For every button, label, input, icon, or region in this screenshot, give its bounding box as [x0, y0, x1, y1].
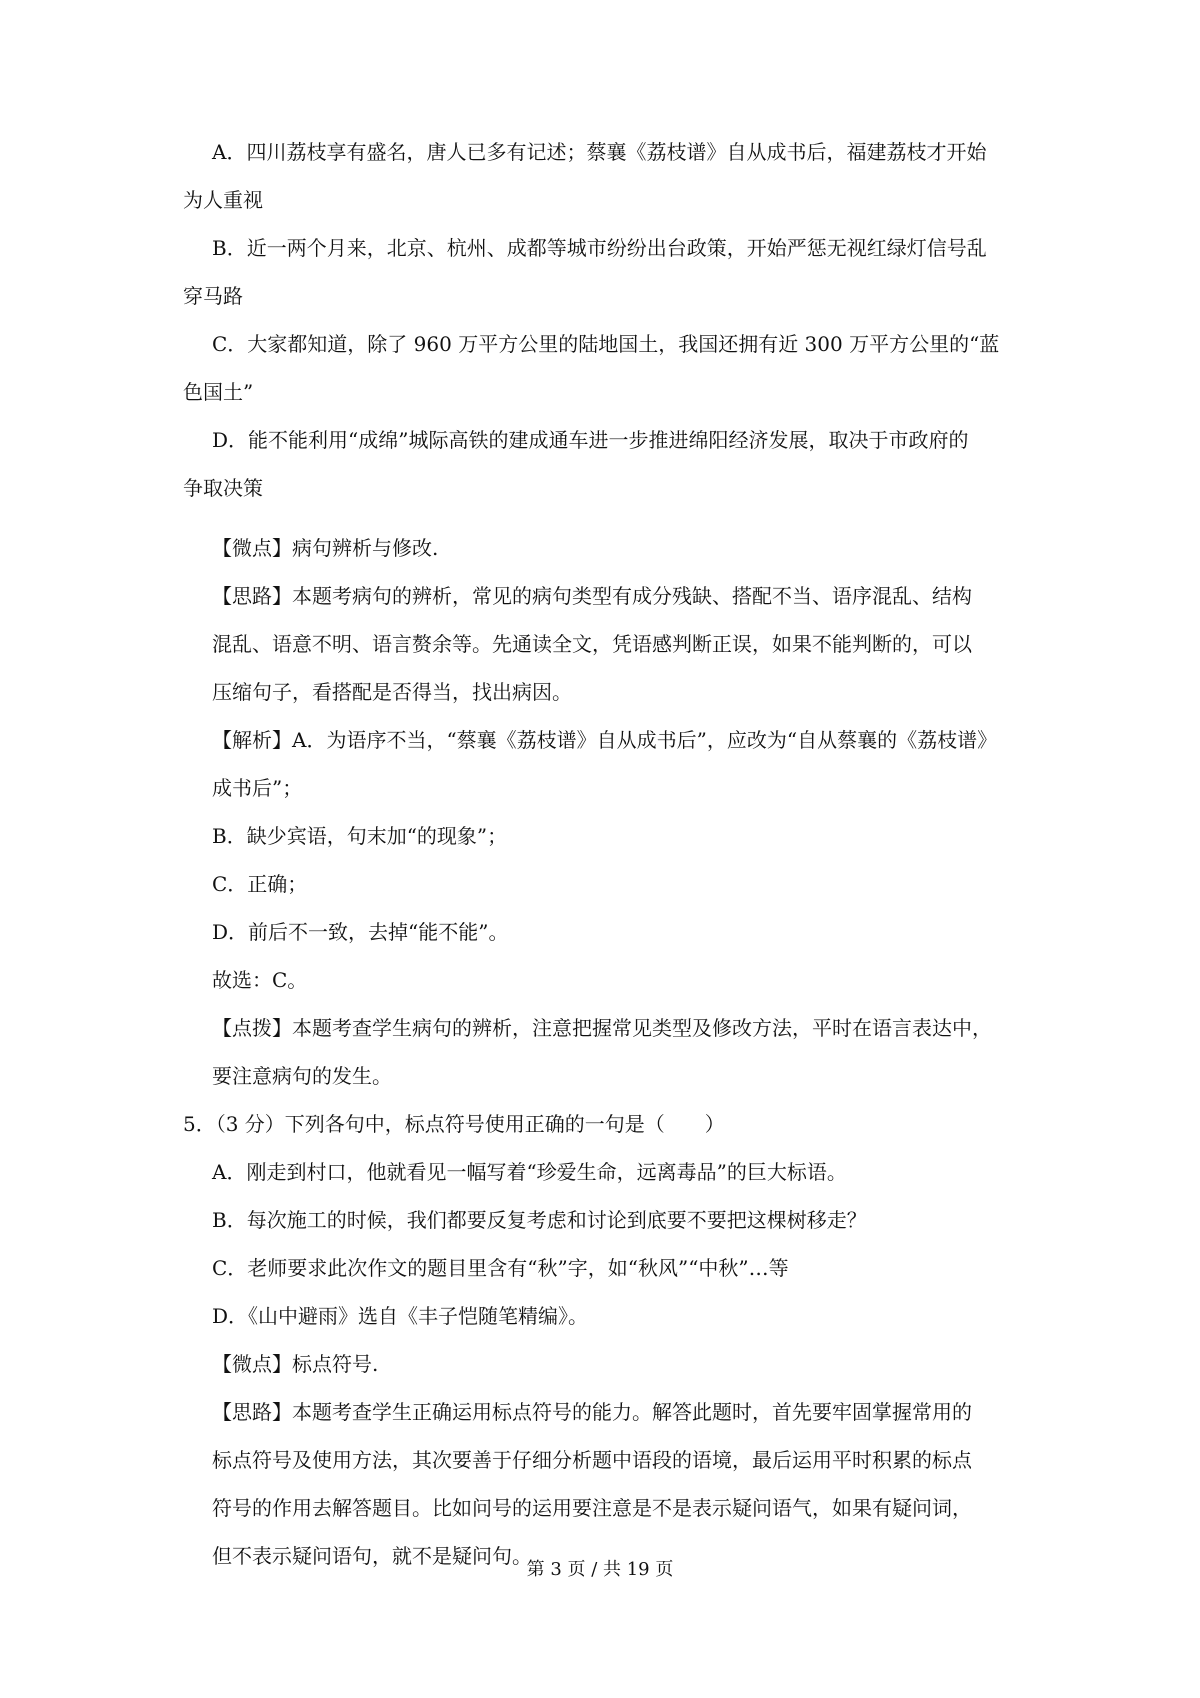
- page-footer: [0, 1558, 1200, 1582]
- q4-jiexi-line2: 成书后”；: [212, 776, 303, 800]
- q4-option-c-line2: 色国土”: [183, 380, 254, 404]
- q4-option-a-line1: A．四川荔枝享有盛名，唐人已多有记述；蔡襄《荔枝谱》自从成书后，福建荔枝才开始: [212, 140, 987, 164]
- q4-silu-line1: 【思路】本题考病句的辨析，常见的病句类型有成分残缺、搭配不当、语序混乱、结构: [212, 584, 972, 608]
- q5-silu-line2: 标点符号及使用方法，其次要善于仔细分析题中语段的语境，最后运用平时积累的标点: [212, 1448, 972, 1472]
- q4-jiexi-c: C．正确；: [212, 872, 308, 896]
- q5-silu-line3: 符号的作用去解答题目。比如问号的运用要注意是不是表示疑问语气，如果有疑问词，: [212, 1496, 972, 1520]
- q5-stem: 5．（3 分）下列各句中，标点符号使用正确的一句是（ ）: [183, 1112, 725, 1136]
- q4-silu-line2: 混乱、语意不明、语言赘余等。先通读全文，凭语感判断正误，如果不能判断的，可以: [212, 632, 972, 656]
- q4-jiexi-b: B．缺少宾语，句末加“的现象”；: [212, 824, 508, 848]
- q5-option-d: D．《山中避雨》选自《丰子恺随笔精编》。: [212, 1304, 589, 1328]
- q5-weidian: 【微点】标点符号.: [212, 1352, 379, 1376]
- q4-option-c-line1: C．大家都知道，除了 960 万平方公里的陆地国土，我国还拥有近 300 万平方公里的“蓝: [212, 332, 1000, 356]
- q4-option-d-line2: 争取决策: [183, 476, 263, 500]
- q4-weidian: 【微点】病句辨析与修改.: [212, 536, 439, 560]
- q4-jiexi-line1: 【解析】A．为语序不当，“蔡襄《荔枝谱》自从成书后”，应改为“自从蔡襄的《荔枝谱》: [212, 728, 998, 752]
- q4-dianbo-line2: 要注意病句的发生。: [212, 1064, 392, 1088]
- q5-option-c: C．老师要求此次作文的题目里含有“秋”字，如“秋风”“中秋”…等: [212, 1256, 789, 1280]
- q5-option-a: A．刚走到村口，他就看见一幅写着“珍爱生命，远离毒品”的巨大标语。: [212, 1160, 847, 1184]
- page-number: 第 3 页 / 共 19 页: [526, 1559, 674, 1580]
- q5-silu-line1: 【思路】本题考查学生正确运用标点符号的能力。解答此题时，首先要牢固掌握常用的: [212, 1400, 972, 1424]
- q4-answer: 故选：C。: [212, 968, 308, 992]
- q4-option-d-line1: D．能不能利用“成绵”城际高铁的建成通车进一步推进绵阳经济发展，取决于市政府的: [212, 428, 969, 452]
- q5-option-b: B．每次施工的时候，我们都要反复考虑和讨论到底要不要把这棵树移走？: [212, 1208, 867, 1232]
- q4-silu-line3: 压缩句子，看搭配是否得当，找出病因。: [212, 680, 572, 704]
- q4-dianbo-line1: 【点拨】本题考查学生病句的辨析，注意把握常见类型及修改方法，平时在语言表达中，: [212, 1016, 992, 1040]
- q5-silu-line4: 但不表示疑问语句，就不是疑问句。: [212, 1544, 532, 1568]
- q4-option-b-line2: 穿马路: [183, 284, 243, 308]
- q4-option-b-line1: B．近一两个月来，北京、杭州、成都等城市纷纷出台政策，开始严惩无视红绿灯信号乱: [212, 236, 987, 260]
- q4-jiexi-d: D．前后不一致，去掉“能不能”。: [212, 920, 509, 944]
- q4-option-a-line2: 为人重视: [183, 188, 263, 212]
